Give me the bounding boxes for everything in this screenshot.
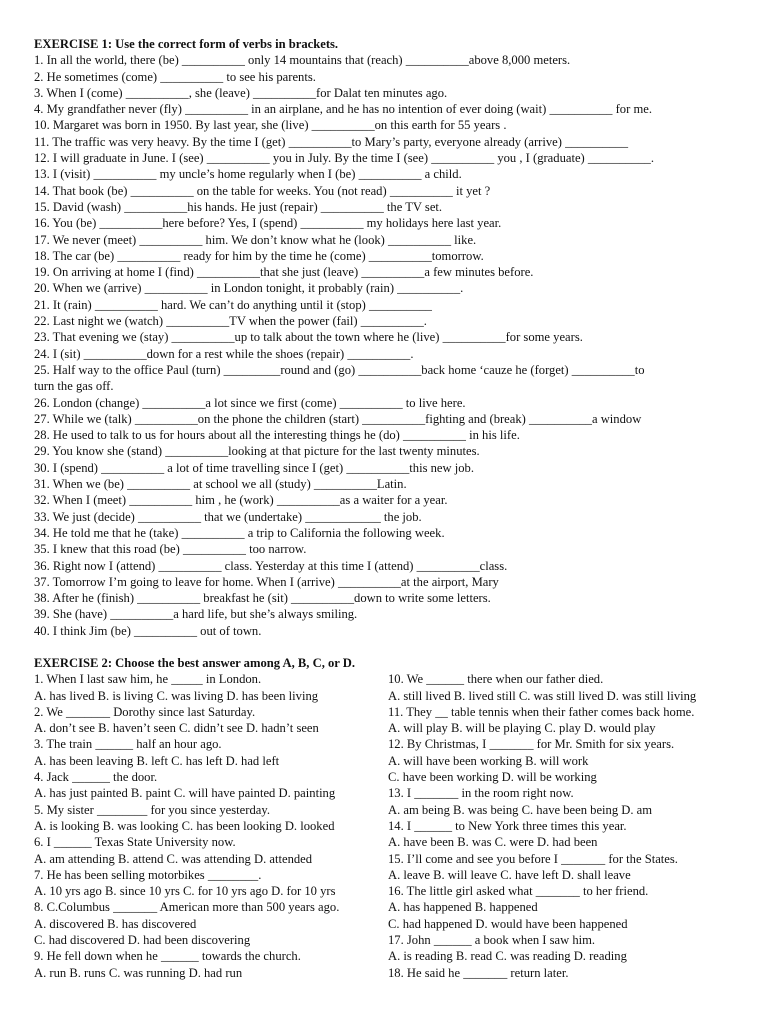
exercise1-line: 25. Half way to the office Paul (turn) _________round and (go) __________back home ‘cauze he (forget) __________to <box>34 362 645 377</box>
exercise2-line: C. had discovered D. had been discovering <box>34 933 251 948</box>
exercise1-line: 30. I (spend) __________ a lot of time travelling since I (get) __________this new job. <box>34 460 475 475</box>
exercise2-line: 8. C.Columbus _______ American more than 500 years ago. <box>34 900 340 915</box>
exercise1-line: 24. I (sit) __________down for a rest while the shoes (repair) __________. <box>34 346 414 361</box>
exercise2-line: A. will have been working B. will work <box>388 753 589 768</box>
exercise2-line: 10. We ______ there when our father died. <box>388 672 604 687</box>
exercise1-line: turn the gas off. <box>34 379 114 394</box>
exercise1-line: 37. Tomorrow I’m going to leave for home. When I (arrive) __________at the airport, Mary <box>34 574 499 589</box>
exercise2-line: 17. John ______ a book when I saw him. <box>388 933 596 948</box>
exercise2-line: 15. I’ll come and see you before I _______ for the States. <box>388 851 678 866</box>
exercise1-line: 33. We just (decide) __________ that we (undertake) ____________ the job. <box>34 509 422 524</box>
exercise1-line: 21. It (rain) __________ hard. We can’t do anything until it (stop) __________ <box>34 297 432 312</box>
exercise2-line: 13. I _______ in the room right now. <box>388 786 574 801</box>
exercise1-line: 34. He told me that he (take) __________ a trip to California the following week. <box>34 525 445 540</box>
exercise2-right-column <box>388 671 746 981</box>
exercise2-line: A. 10 yrs ago B. since 10 yrs C. for 10 yrs ago D. for 10 yrs <box>34 884 336 899</box>
exercise1-line: 10. Margaret was born in 1950. By last year, she (live) __________on this earth for 55 years . <box>34 118 507 133</box>
exercise2-columns <box>34 671 746 981</box>
exercise1-line: 35. I knew that this road (be) __________ too narrow. <box>34 542 307 557</box>
exercise1-line: 32. When I (meet) __________ him , he (work) __________as a waiter for a year. <box>34 493 448 508</box>
exercise2-line: A. has happened B. happened <box>388 900 538 915</box>
exercise1-line: 19. On arriving at home I (find) __________that she just (leave) __________a few minutes before. <box>34 265 534 280</box>
exercise2-line: 7. He has been selling motorbikes ________. <box>34 867 262 882</box>
worksheet <box>34 36 746 981</box>
section-gap <box>34 639 746 655</box>
exercise1-line: 3. When I (come) __________, she (leave) __________for Dalat ten minutes ago. <box>34 85 448 100</box>
exercise2-line: 16. The little girl asked what _______ to her friend. <box>388 884 649 899</box>
exercise1-list <box>34 52 746 639</box>
exercise2-line: 4. Jack ______ the door. <box>34 770 158 785</box>
exercise2-line: 6. I ______ Texas State University now. <box>34 835 236 850</box>
exercise2-line: A. has been leaving B. left C. has left D. had left <box>34 753 280 768</box>
exercise1-line: 17. We never (meet) __________ him. We don’t know what he (look) __________ like. <box>34 232 477 247</box>
exercise2-line: A. have been B. was C. were D. had been <box>388 835 598 850</box>
exercise2-line: C. have been working D. will be working <box>388 770 597 785</box>
exercise1-line: 23. That evening we (stay) __________up to talk about the town where he (live) __________for some years. <box>34 330 583 345</box>
exercise1-line: 11. The traffic was very heavy. By the time I (get) __________to Mary’s party, everyone already (arrive) __________ <box>34 134 629 149</box>
exercise2-line: 9. He fell down when he ______ towards the church. <box>34 949 301 964</box>
exercise2-line: A. leave B. will leave C. have left D. shall leave <box>388 867 631 882</box>
exercise1-line: 36. Right now I (attend) __________ class. Yesterday at this time I (attend) __________class. <box>34 558 508 573</box>
exercise2-line: 12. By Christmas, I _______ for Mr. Smith for six years. <box>388 737 675 752</box>
exercise2-line: 5. My sister ________ for you since yesterday. <box>34 802 270 817</box>
exercise1-line: 18. The car (be) __________ ready for him by the time he (come) __________tomorrow. <box>34 248 484 263</box>
exercise1-line: 26. London (change) __________a lot since we first (come) __________ to live here. <box>34 395 466 410</box>
exercise1-line: 13. I (visit) __________ my uncle’s home regularly when I (be) __________ a child. <box>34 167 462 182</box>
exercise2-line: A. will play B. will be playing C. play D. would play <box>388 721 656 736</box>
exercise2-line: A. is looking B. was looking C. has been looking D. looked <box>34 818 335 833</box>
exercise1-line: 31. When we (be) __________ at school we all (study) __________Latin. <box>34 477 407 492</box>
exercise1-line: 20. When we (arrive) __________ in London tonight, it probably (rain) __________. <box>34 281 464 296</box>
exercise2-line: A. discovered B. has discovered <box>34 916 197 931</box>
exercise2-line: A. am being B. was being C. have been being D. am <box>388 802 653 817</box>
exercise2-left-column <box>34 671 388 981</box>
exercise2-line: A. still lived B. lived still C. was still lived D. was still living <box>388 688 697 703</box>
exercise2-heading: EXERCISE 2: Choose the best answer among A, B, C, or D. <box>34 655 356 670</box>
exercise1-line: 14. That book (be) __________ on the table for weeks. You (not read) __________ it yet ? <box>34 183 491 198</box>
exercise1-line: 22. Last night we (watch) __________TV when the power (fail) __________. <box>34 314 427 329</box>
exercise2-line: 2. We _______ Dorothy since last Saturday. <box>34 704 256 719</box>
exercise2-line: 11. They __ table tennis when their father comes back home. <box>388 704 695 719</box>
exercise1-line: 28. He used to talk to us for hours about all the interesting things he (do) __________ in his life. <box>34 428 520 443</box>
exercise2-line: A. has just painted B. paint C. will have painted D. painting <box>34 786 336 801</box>
exercise1-line: 38. After he (finish) __________ breakfast he (sit) __________down to write some letters. <box>34 591 491 606</box>
exercise1-line: 12. I will graduate in June. I (see) __________ you in July. By the time I (see) __________ you , I (graduate) __________. <box>34 151 655 166</box>
exercise2-line: 3. The train ______ half an hour ago. <box>34 737 222 752</box>
exercise1-line: 40. I think Jim (be) __________ out of town. <box>34 623 262 638</box>
exercise1-line: 27. While we (talk) __________on the phone the children (start) __________fighting and (break) __________a window <box>34 411 642 426</box>
exercise2-line: 18. He said he _______ return later. <box>388 965 569 980</box>
exercise2-line: A. has lived B. is living C. was living D. has been living <box>34 688 319 703</box>
exercise1-line: 1. In all the world, there (be) __________ only 14 mountains that (reach) __________above 8,000 meters. <box>34 53 571 68</box>
exercise1-heading: EXERCISE 1: Use the correct form of verbs in brackets. <box>34 37 339 51</box>
exercise2-line: C. had happened D. would have been happened <box>388 916 628 931</box>
exercise2-line: A. run B. runs C. was running D. had run <box>34 965 243 980</box>
exercise1-line: 2. He sometimes (come) __________ to see his parents. <box>34 69 316 84</box>
exercise2-line: A. am attending B. attend C. was attending D. attended <box>34 851 313 866</box>
exercise1-line: 15. David (wash) __________his hands. He just (repair) __________ the TV set. <box>34 199 443 214</box>
exercise1-line: 16. You (be) __________here before? Yes, I (spend) __________ my holidays here last year. <box>34 216 502 231</box>
exercise1-line: 4. My grandfather never (fly) __________ in an airplane, and he has no intention of ever doing (wait) __________ for me. <box>34 102 652 117</box>
exercise1-line: 39. She (have) __________a hard life, but she’s always smiling. <box>34 607 358 622</box>
exercise2-line: A. is reading B. read C. was reading D. reading <box>388 949 627 964</box>
exercise2-line: 14. I ______ to New York three times this year. <box>388 818 627 833</box>
exercise2-line: 1. When I last saw him, he _____ in London. <box>34 672 262 687</box>
exercise2-line: A. don’t see B. haven’t seen C. didn’t see D. hadn’t seen <box>34 721 319 736</box>
exercise1-line: 29. You know she (stand) __________looking at that picture for the last twenty minutes. <box>34 444 480 459</box>
